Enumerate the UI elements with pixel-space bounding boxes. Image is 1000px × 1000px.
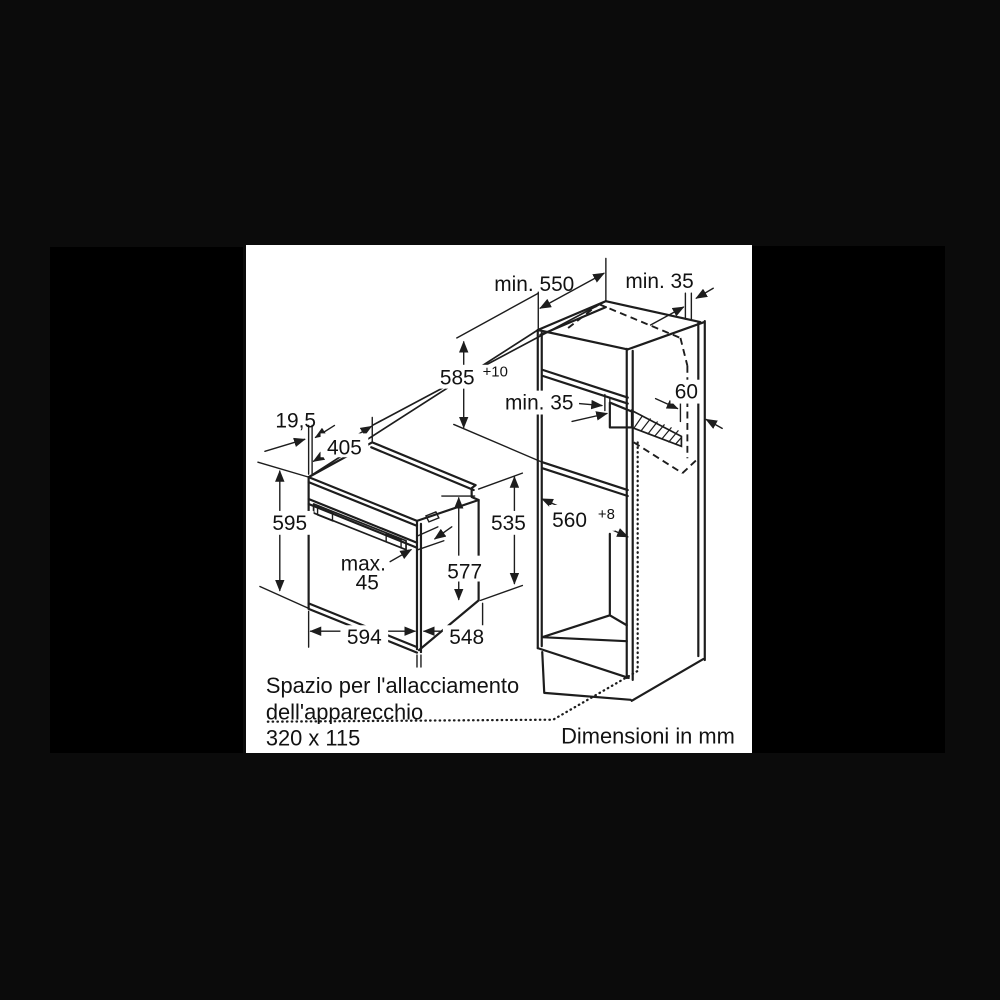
dim-oven-body-depth: 548 (449, 626, 485, 650)
letterbox-left (50, 247, 243, 753)
dim-oven-side-height: 535 (491, 511, 526, 535)
notes (266, 673, 735, 751)
dim-oven-handle-label: max. (340, 552, 386, 576)
dim-oven-handle-value: 45 (355, 571, 379, 595)
note-connection-line1: Spazio per l'allacciamento (265, 672, 520, 698)
dim-niche-depth: 560 (552, 508, 587, 532)
dim-vent-width: 60 (674, 380, 698, 404)
dim-niche-height: 585 (439, 366, 475, 390)
dim-cabinet-depth: min. 550 (494, 273, 575, 297)
diagram-panel (246, 245, 752, 753)
installation-diagram (246, 245, 752, 753)
dimension-lines (258, 258, 722, 667)
dim-cabinet-top-gap: min. 35 (625, 270, 694, 294)
dim-oven-top-depth: 405 (327, 436, 362, 460)
note-connection-line3: 320 x 115 (265, 725, 361, 751)
units-label: Dimensioni in mm (561, 723, 735, 749)
dim-niche-height-tolerance: +10 (482, 364, 508, 381)
dim-oven-width: 594 (346, 626, 382, 650)
dim-oven-height: 595 (272, 511, 308, 535)
note-connection-line2: dell'apparecchio (265, 699, 424, 725)
label-backplates (266, 365, 702, 649)
dim-cabinet-rear-gap: min. 35 (505, 391, 574, 415)
vent-strip (632, 411, 682, 447)
dim-oven-body-height: 577 (447, 560, 483, 584)
dim-oven-front-offset: 19,5 (275, 409, 317, 433)
dim-niche-depth-tolerance: +8 (597, 506, 615, 523)
letterbox-right (752, 246, 945, 753)
